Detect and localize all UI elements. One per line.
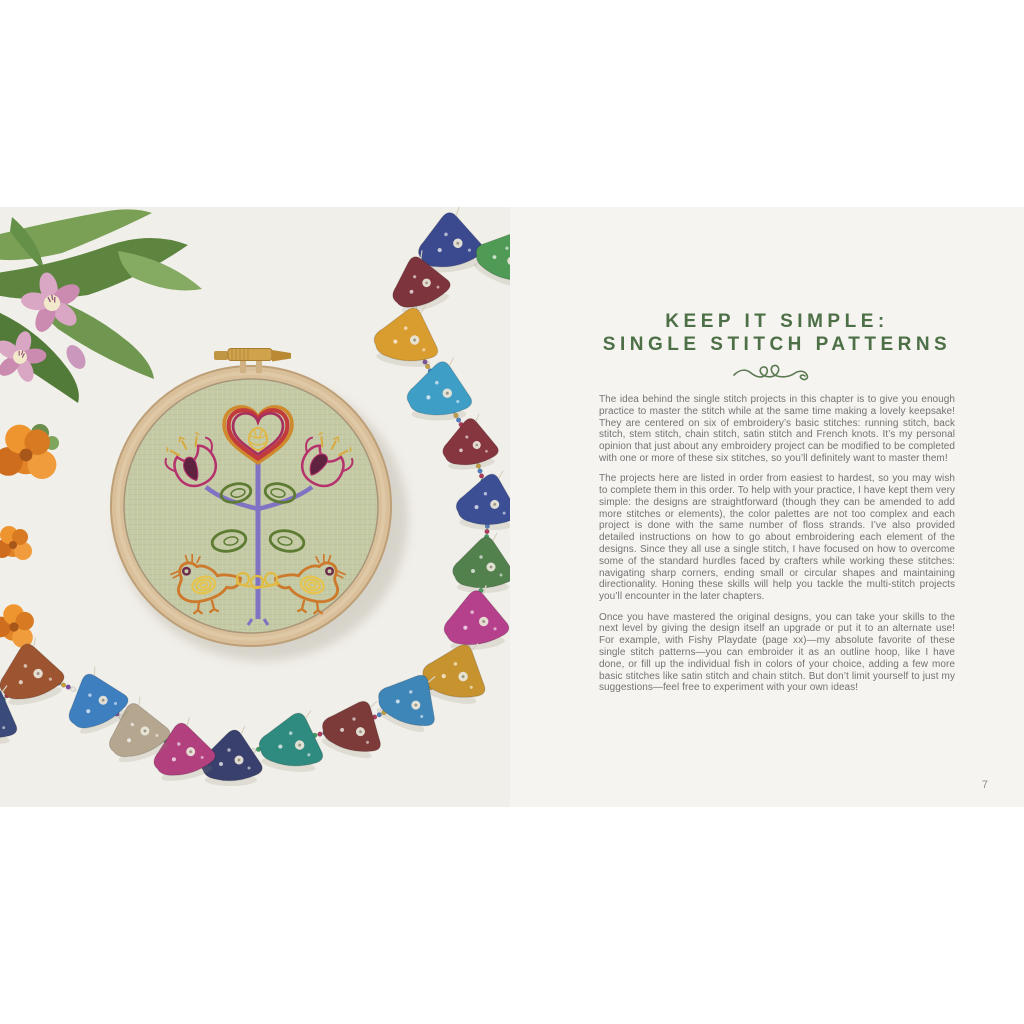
book-spread xyxy=(0,207,1024,807)
body-text xyxy=(599,394,955,694)
chapter-title-line1: KEEP IT SIMPLE: xyxy=(665,311,889,332)
text-page xyxy=(510,207,1024,807)
paragraph-1: The idea behind the single stitch projects in this chapter is to give you enough practice to master the stitch while at the same time making a lovely keepsake! They are centered on six of embroidery’s basic stitches: running stitch, back stitch, stem stitch, chain stitch, satin stitch and French knots. It’s my personal opinion that just about any embroidery project can be modified to be completed with one or more of these six stitches, so you’ll definitely want to master them! xyxy=(599,394,955,464)
photo-page xyxy=(0,207,510,807)
paragraph-3: Once you have mastered the original designs, you can take your skills to the next level by giving the design itself an upgrade or put it to an alternate use! For example, with Fishy Playdate (page xx)—my absolute favorite of these single stitch patterns—you can embroider it as an outline hoop, like I have done, or fill up the individual fish in colors of your choice, adding a few more basic stitches like satin stitch and chain stitch. But don’t limit yourself to just my suggestions—feel free to experiment with your own ideas! xyxy=(599,611,955,694)
paragraph-2: The projects here are listed in order from easiest to hardest, so you may wish to complete them in this order. To help with your practice, I have kept them very simple: the designs are straightforward (though they can be amended to add more stitches or elements), the color palettes are not too complex and each project is done with the same number of floss strands. I’ve also provided detailed instructions on how to go about embroidering each element of the designs. Since they all use a single stitch, I have focused on how to overcome some of the standard hurdles faced by crafters while working these stitches: navigating sharp corners, ending small or circular shapes and maintaining directionality. Honing these skills will help you tackle the multi-stitch projects you’ll encounter in the later chapters. xyxy=(599,473,955,603)
flourish-ornament-icon xyxy=(731,362,823,384)
text-column xyxy=(599,310,955,694)
chapter-title-line2: SINGLE STITCH PATTERNS xyxy=(602,334,952,355)
embroidery-photo xyxy=(0,207,510,807)
page-number: 7 xyxy=(981,779,988,791)
